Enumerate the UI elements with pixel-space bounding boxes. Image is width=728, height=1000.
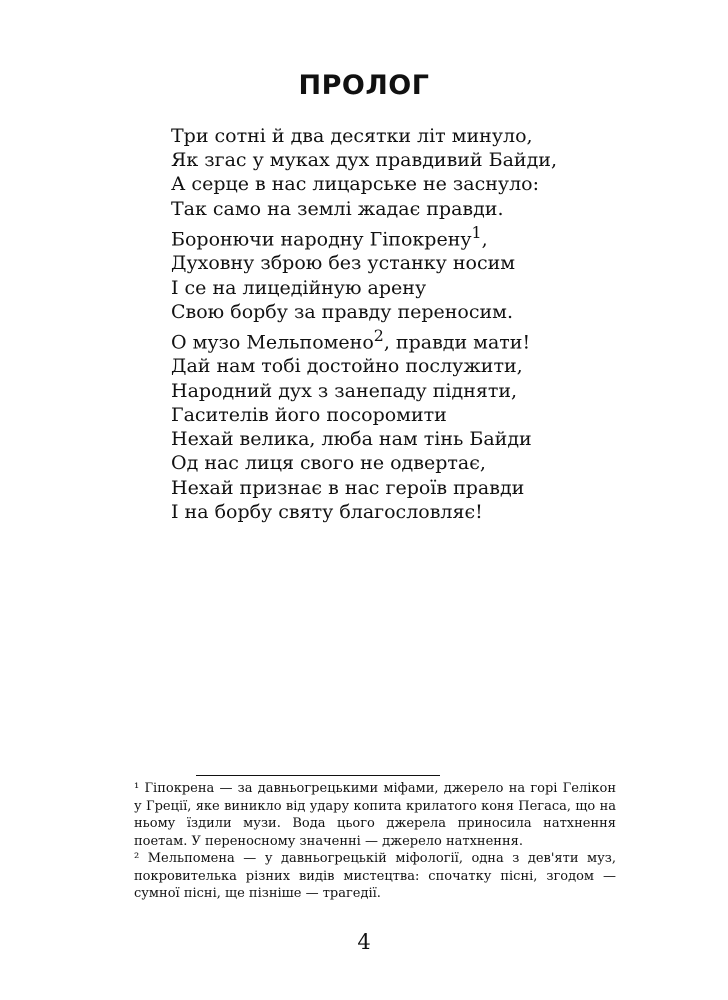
poem-line: Од нас лиця свого не одвертає,: [171, 452, 486, 475]
footnote-2: ² Мельпомена — у давньогрецькій міфології, одна з дев'яти муз, покровителька різних видів мистецтва: спочатку пісні, згодом — сумної пісні, ще пізніше — трагедії.: [134, 851, 616, 901]
poem-line: Свою борбу за правду переносим.: [171, 300, 513, 323]
footnote-ref[interactable]: 1: [471, 222, 482, 242]
footnote-1: ¹ Гіпокрена — за давньогрецькими міфами, джерело на горі Гелікон у Греції, яке виникло від удару копита крилатого коня Пегаса, що на ньому їздили музи. Вода цього джерела приносила натхнення поетам. У переносному значенні — джерело натхнення.: [134, 781, 616, 849]
poem-line: Народний дух з занепаду підняти,: [171, 379, 518, 402]
poem-line: А серце в нас лицарське не заснуло:: [171, 173, 540, 196]
poem-line: Нехай признає в нас героїв правди: [171, 476, 525, 499]
poem-line: Три сотні й два десятки літ минуло,: [171, 125, 533, 147]
poem-line: Нехай велика, люба нам тінь Байди: [171, 428, 532, 451]
poem-line: Боронючи народну Гіпокрену$^1$,: [171, 222, 488, 251]
footnote-ref[interactable]: 2: [373, 325, 384, 345]
page-title: ПРОЛОГ: [298, 70, 430, 101]
footnote-marker: ¹: [134, 781, 140, 796]
footnote-divider: [196, 775, 440, 776]
poem: [171, 124, 557, 524]
poem-line: Дай нам тобі достойно послужити,: [171, 355, 523, 378]
page-number: 4: [357, 930, 371, 954]
poem-line: Як згас у муках дух правдивий Байди,: [171, 149, 557, 172]
footnote-marker: ²: [134, 851, 140, 866]
poem-line: О музо Мельпомено$^2$, правди мати!: [171, 325, 531, 354]
poem-line: Духовну зброю без устанку носим: [171, 252, 516, 275]
poem-line: Гасителів його посоромити: [171, 403, 447, 426]
poem-line: Так само на землі жадає правди.: [171, 197, 504, 220]
footnotes: [134, 780, 616, 903]
poem-line: І се на лицедійную арену: [171, 276, 427, 299]
poem-line: І на борбу святу благословляє!: [171, 500, 483, 523]
